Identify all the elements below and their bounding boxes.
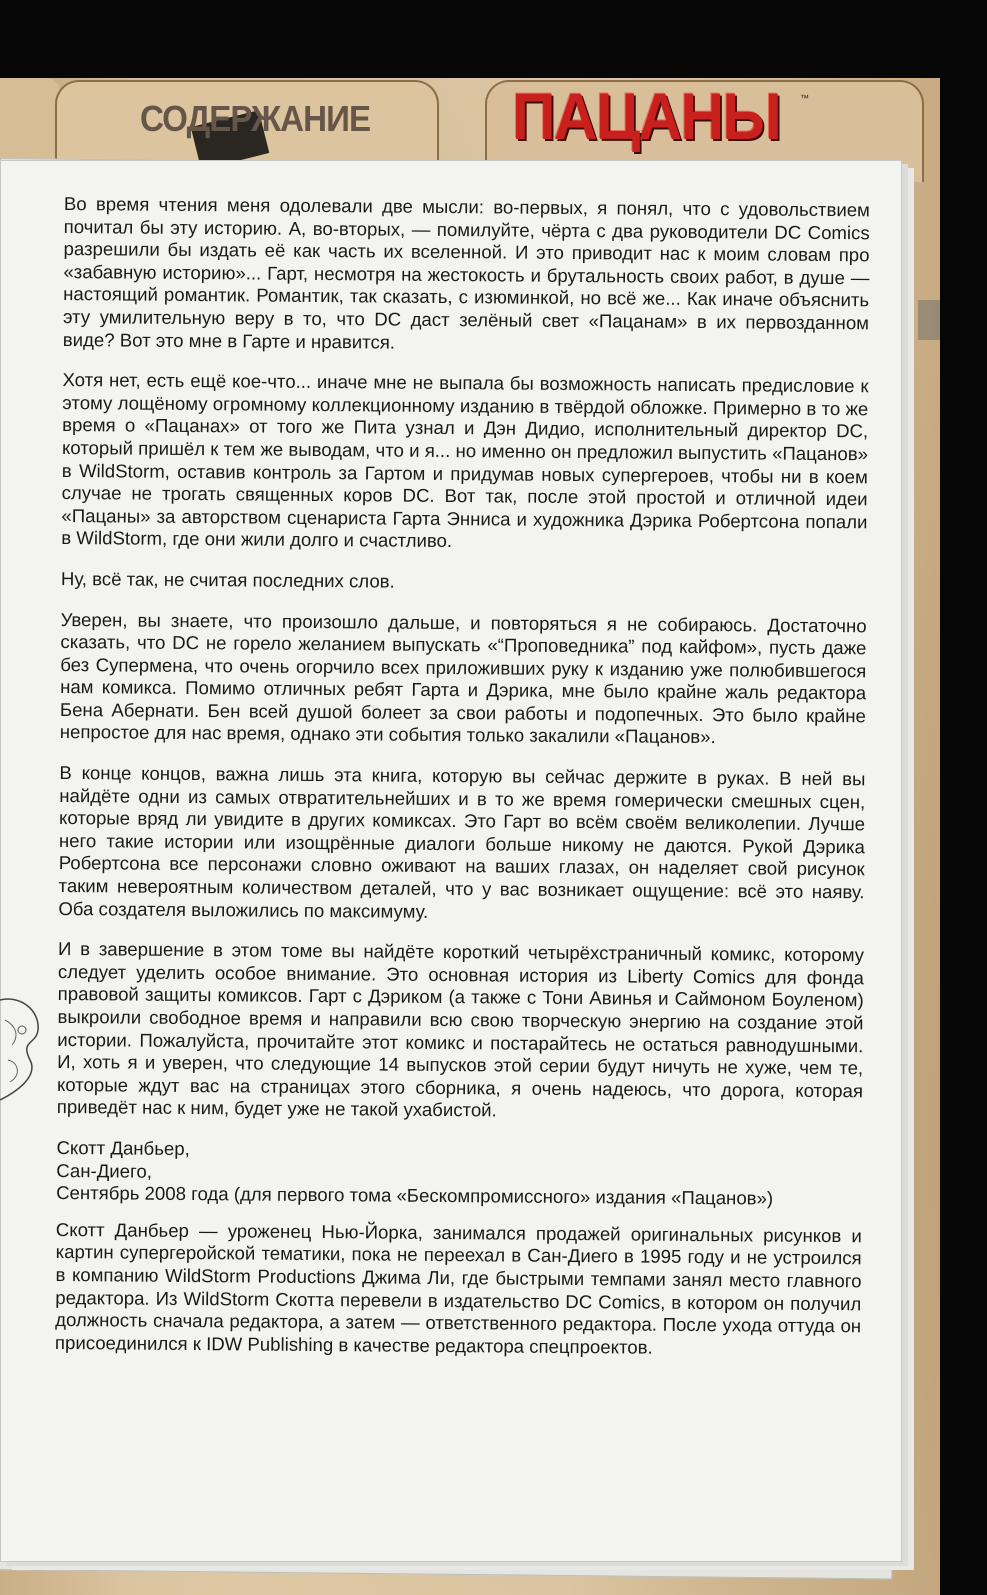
paragraph: И в завершение в этом томе вы найдёте короткий четырёхстраничный комикс, которому следует уделить особое внимание. Это основная история из Liberty Comics для фонда правовой защиты комиксов. Гарт с Дэриком (а также с Тони Авинья и Саймоном Боуленом) выкроили свободное время и направили всю свою творческую энергию на создание этой истории. Пожалуйста, прочитайте этот комикс и постарайтесь не остаться равнодушными. И, хоть я и уверен, что следующие 14 выпусков этой серии будут ничуть не хуже, чем те, которые ждут вас на страницах этого сборника, я очень надеюсь, что дорога, которая приведёт нас к ним, будет уже не такой ухабистой. — [56, 938, 865, 1121]
signature-name: Скотт Данбьер, — [56, 1136, 190, 1159]
sheet-edge-shadow — [918, 300, 940, 340]
paragraph: Уверен, вы знаете, что произошло дальше, и повторяться я не собираюсь. Достаточно сказать, что DC не горело желанием выпускать «“Проповедника” под кайфом», пусть даже без Супермена, что очень огорчило всех приложивших руку к изданию уже полюбившегося нам комикса. Помимо отличных ребят Гарта и Дэрика, мне было крайне жаль редактора Бена Абернати. Бен всей душой болеет за свои работы и подопечных. Это было крайне непростое для нас время, однако эти события только закалили «Пацанов». — [59, 608, 867, 748]
trademark-mark: ™ — [800, 93, 809, 103]
foreword-text — [55, 193, 870, 1379]
paragraph: Во время чтения меня одолевали две мысли: во-первых, я понял, что с удовольствием почитал бы эту историю. А, во-вторых, — помилуйте, чёрта с два руководители DC Comics разрешили бы издать её как часть их вселенной. И это приводит нас к моим словам про «забавную историю»... Гарт, несмотря на жестокость и брутальность своих работ, в душе — настоящий романтик. Романтик, так сказать, с изюминкой, но всё же... Как иначе объяснить эту умилительную веру в то, что DC даст зелёный свет «Пацанам» в их первозданном виде? Вот это мне в Гарте и нравится. — [62, 193, 870, 353]
paragraph: Ну, всё так, не считая последних слов. — [60, 567, 395, 592]
signature — [56, 1137, 863, 1211]
author-bio: Скотт Данбьер — уроженец Нью-Йорка, занимался продажей оригинальных рисунков и картин супергеройской тематики, пока не переехал в Сан-Диего в 1995 году и не устроился в компанию WildStorm Productions Джима Ли, где быстрыми темпами занял место главного редактора. Из WildStorm Скотта перевели в издательство DC Comics, в котором он получил должность сначала редактора, а затем — ответственного редактора. После ухода оттуда он присоединился к IDW Publishing в качестве редактора спецпроектов. — [54, 1218, 862, 1358]
signature-date: Сентябрь 2008 года (для первого тома «Бескомпромиссного» издания «Пацанов») — [56, 1182, 774, 1209]
section-label: СОДЕРЖАНИЕ — [140, 98, 371, 139]
series-logo: ПАЦАНЫ — [512, 79, 780, 153]
signature-place: Сан-Диего, — [56, 1159, 153, 1182]
paragraph: Хотя нет, есть ещё кое-что... иначе мне не выпала бы возможность написать предисловие к этому лощёному огромному коллекционному изданию в твёрдой обложке. Примерно в то же время о «Пацанах» от того же Пита узнал и Дэн Дидио, исполнительный директор DC, который пришёл к тем же выводам, что и я... но именно он предложил выпустить «Пацанов» в WildStorm, оставив контроль за Гартом и придумав новых супергероев, чтобы ни в коем случае не трогать священных коров DC. Вот так, после этой простой и отличной идеи «Пацаны» за авторством сценариста Гарта Энниса и художника Дэрика Робертсона попали в WildStorm, где они жили долго и счастливо. — [61, 369, 869, 552]
paragraph: В конце концов, важна лишь эта книга, которую вы сейчас держите в руках. В ней вы найдёте одни из самых отвратительнейших и в то же время гомерически смешных сцен, которые вряд ли увидите в других комиксах. Это Гарт во всём своём великолепии. Лучше него такие истории или изощрённые диалоги больше никому не даются. Рукой Дэрика Робертсона все персонажи словно оживают на ваших глазах, он наделяет свой рисунок таким невероятным количеством деталей, что у вас возникает ощущение: всё это наяву. Оба создателя выложились по максимуму. — [58, 762, 866, 922]
sketch-illustration — [0, 990, 48, 1110]
